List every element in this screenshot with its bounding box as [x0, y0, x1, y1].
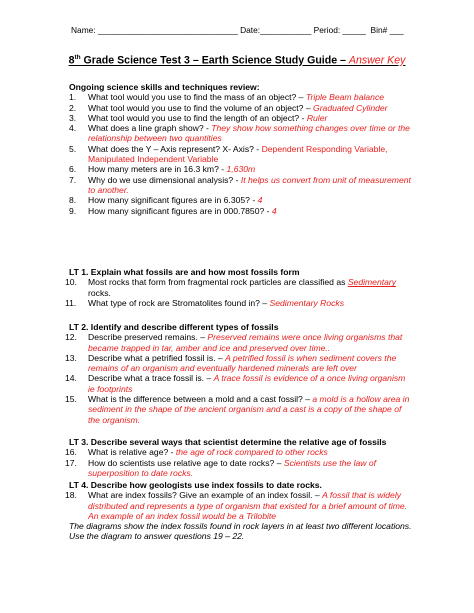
question-text: How many significant figures are in 000.7850? -: [88, 205, 272, 216]
name-blank: ______________________________: [98, 25, 238, 35]
answer-text: Graduated Cylinder: [313, 102, 388, 113]
question-number: 16.: [65, 447, 77, 458]
question-number: 17.: [65, 457, 77, 468]
lt1-section: [65, 267, 414, 308]
student-info-header: [71, 25, 404, 35]
question-number: 5.: [69, 143, 77, 154]
lt4-heading: LT 4. Describe how geologists use index fossils to date rocks.: [69, 480, 322, 490]
question-5: [69, 144, 414, 165]
question-1: [69, 92, 414, 102]
question-text: What tool would you use to find the mass of an object? –: [88, 92, 306, 103]
question-4: [69, 123, 414, 144]
name-label: Name:: [71, 25, 96, 35]
question-number: 10.: [65, 277, 77, 288]
title-grade-suffix: th: [74, 54, 81, 61]
question-number: 18.: [65, 490, 77, 501]
question-text: What type of rock are Stromatolites found in? –: [88, 297, 270, 308]
answer-text: It helps us convert from unit of measurement to another.: [88, 174, 411, 195]
question-14: [65, 373, 414, 394]
question-18: [65, 490, 414, 521]
question-number: 3.: [69, 112, 77, 123]
question-text: Why do we use dimensional analysis? -: [88, 174, 241, 185]
question-11: [65, 297, 414, 308]
diagram-note: The diagrams show the index fossils found in rock layers in at least two different locations. Use the diagram to answer questions 19 – 22.: [69, 521, 412, 542]
question-6: [69, 164, 414, 174]
answer-text: a mold is a hollow area in sediment in the shape of the ancient organism and a cast is a copy of the shape of the organism.: [88, 394, 410, 425]
question-text: What tool would you use to find the volume of an object? –: [88, 102, 314, 113]
page-title: [0, 53, 474, 66]
question-text: Describe what a petrified fossil is. –: [88, 352, 226, 363]
skills-section: [69, 82, 414, 216]
period-label: Period:: [313, 25, 341, 35]
period-blank: _____: [342, 25, 366, 35]
question-number: 6.: [69, 164, 77, 175]
question-number: 14.: [65, 373, 77, 384]
question-text-end: rocks.: [88, 287, 111, 298]
question-9: [69, 206, 414, 216]
question-7: [69, 175, 414, 196]
title-grade: 8: [68, 54, 75, 67]
question-number: 1.: [69, 92, 77, 103]
question-text: What tool would you use to find the length of an object? -: [88, 112, 307, 123]
lt2-heading: LT 2. Identify and describe different types of fossils: [69, 322, 279, 332]
answer-text: 4: [271, 205, 277, 216]
date-blank: ___________: [260, 25, 312, 35]
answer-text: Sedimentary Rocks: [269, 297, 345, 308]
question-number: 11.: [65, 297, 77, 308]
question-number: 12.: [65, 332, 77, 343]
question-10: [65, 277, 414, 298]
question-number: 4.: [69, 123, 77, 134]
question-number: 15.: [65, 394, 77, 405]
question-text: What does a line graph show? -: [88, 123, 212, 134]
answer-text: the age of rock compared to other rocks: [175, 447, 328, 458]
lt2-section: [65, 322, 414, 425]
answer-text: 1,630m: [226, 164, 256, 175]
question-text: Most rocks that form from fragmental rock particles are classified as: [88, 277, 348, 288]
lt3-section: [65, 437, 414, 478]
question-2: [69, 103, 414, 113]
question-text: Describe what a trace fossil is. –: [88, 373, 214, 384]
question-8: [69, 195, 414, 205]
question-text: What does the Y – Axis represent? X- Axis? -: [88, 143, 262, 154]
answer-text: They show how something changes over time or the relationship between two quantities: [88, 123, 410, 144]
question-text: How do scientists use relative age to date rocks? –: [88, 457, 284, 468]
answer-text: Dependent Responding Variable, Manipulated Independent Variable: [88, 143, 388, 165]
question-text: What are index fossils? Give an example of an index fossil. –: [88, 490, 323, 501]
question-number: 7.: [69, 174, 77, 185]
question-16: [65, 447, 414, 458]
bin-blank: ___: [389, 25, 404, 35]
answer-text: Preserved remains were once living organisms that became trapped in tar, amber and ice and preserved over time..: [88, 332, 403, 353]
lt1-heading: LT 1. Explain what fossils are and how most fossils form: [69, 267, 300, 277]
question-text: What is the difference between a mold and a cast fossil? –: [88, 394, 313, 405]
title-main: Grade Science Test 3 – Earth Science Study Guide –: [80, 54, 349, 67]
answer-text: Scientists use the law of superposition to date rocks.: [88, 457, 377, 478]
answer-text: A petrified fossil is when sediment covers the remains of an organism and eventually hardened minerals are left over: [88, 352, 397, 374]
question-text: What is relative age? -: [88, 447, 176, 458]
question-number: 8.: [69, 195, 77, 206]
answer-text: Ruler: [306, 112, 328, 123]
question-text: How many meters are in 16.3 km? -: [88, 164, 227, 175]
answer-text: 4: [257, 195, 263, 206]
question-3: [69, 113, 414, 123]
answer-text: Triple Beam balance: [305, 92, 385, 103]
question-number: 9.: [69, 205, 77, 216]
question-15: [65, 394, 414, 425]
date-label: Date:: [240, 25, 261, 35]
lt4-section: [65, 480, 414, 542]
question-number: 13.: [65, 352, 77, 363]
question-text: Describe preserved remains. –: [88, 332, 208, 343]
question-text: How many significant figures are in 6.305? -: [88, 195, 258, 206]
skills-heading: Ongoing science skills and techniques review:: [69, 82, 260, 92]
bin-label: Bin#: [370, 25, 388, 35]
question-17: [65, 457, 414, 479]
answer-text: A fossil that is widely distributed and represents a type of organism that existed for a brief amount of time. An example of an index fossil would be a Trilobite: [88, 490, 408, 521]
question-12: [65, 332, 414, 353]
lt3-heading: LT 3. Describe several ways that scientist determine the relative age of fossils: [69, 437, 387, 447]
question-13: [65, 352, 414, 374]
answer-text: Sedimentary: [347, 277, 397, 288]
question-number: 2.: [69, 102, 77, 113]
answer-text: A trace fossil is evidence of a once living organism ie footprints: [88, 373, 406, 394]
answer-key-label: Answer Key: [348, 54, 406, 67]
